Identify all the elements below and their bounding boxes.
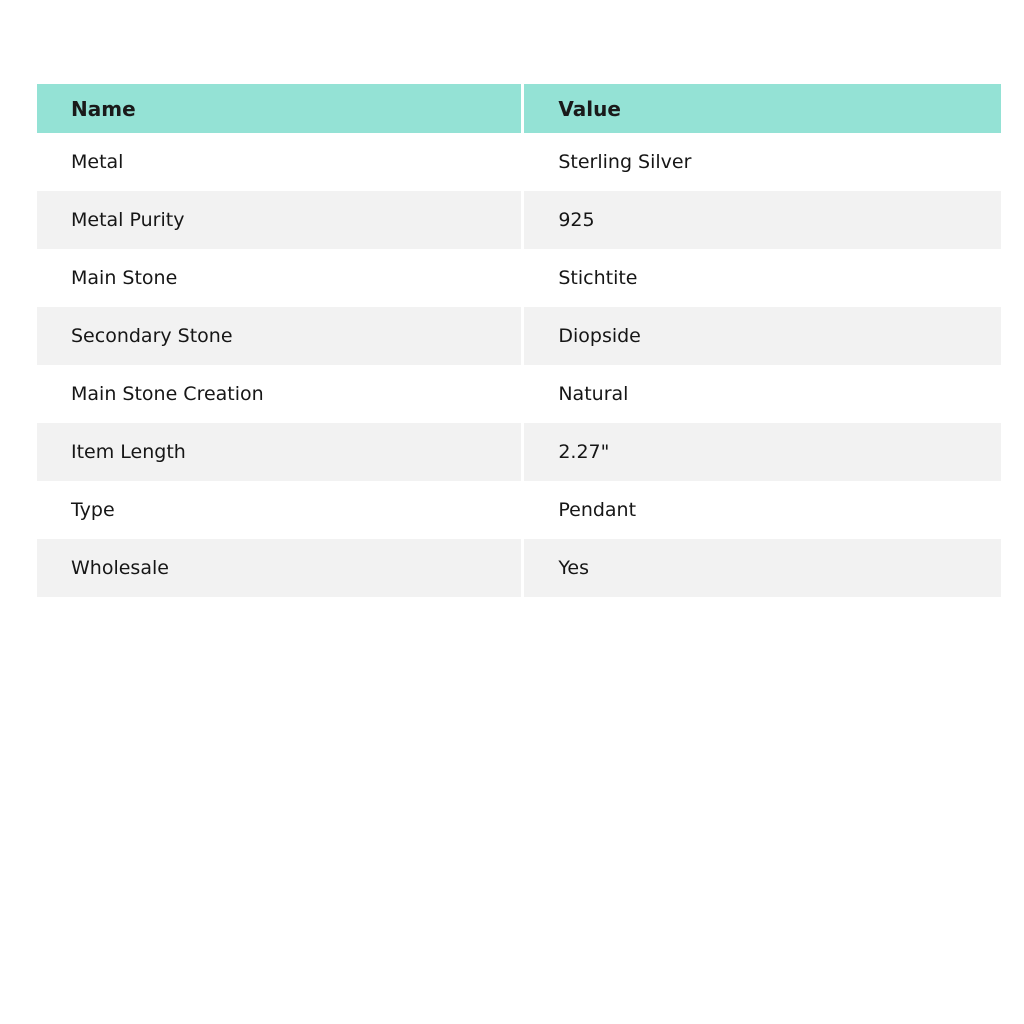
table-row [37,423,1001,481]
table-row [37,307,1001,365]
value-cell: Sterling Silver [523,133,1001,191]
name-cell: Secondary Stone [37,307,523,365]
name-cell: Main Stone [37,249,523,307]
header-name-cell: Name [37,84,523,133]
name-cell: Metal [37,133,523,191]
table-row [37,481,1001,539]
table-row [37,249,1001,307]
value-cell: Yes [523,539,1001,597]
name-cell: Type [37,481,523,539]
name-cell: Main Stone Creation [37,365,523,423]
value-cell: 2.27" [523,423,1001,481]
name-cell: Metal Purity [37,191,523,249]
table-row [37,133,1001,191]
table-row [37,365,1001,423]
table-row [37,539,1001,597]
value-cell: Diopside [523,307,1001,365]
header-value-cell: Value [523,84,1001,133]
name-cell: Wholesale [37,539,523,597]
product-spec-table [37,84,1001,597]
value-cell: 925 [523,191,1001,249]
value-cell: Natural [523,365,1001,423]
value-cell: Pendant [523,481,1001,539]
table-header-row [37,84,1001,133]
value-cell: Stichtite [523,249,1001,307]
name-cell: Item Length [37,423,523,481]
table-row [37,191,1001,249]
